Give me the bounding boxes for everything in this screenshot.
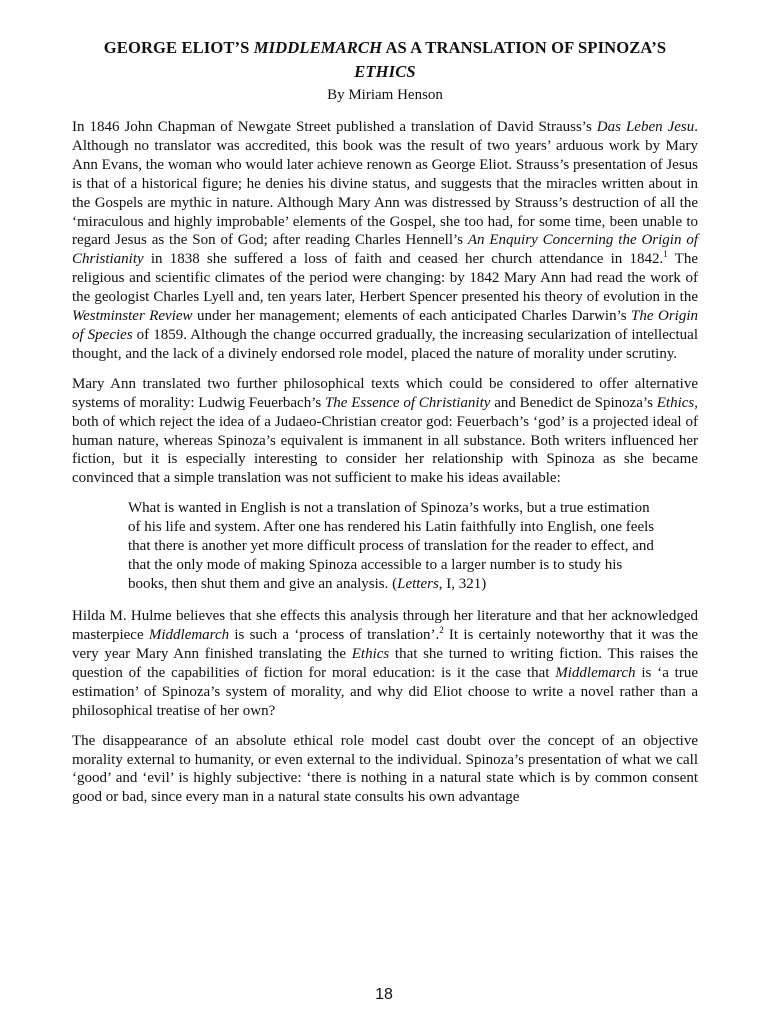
italic-text: Ethics (656, 394, 695, 411)
italic-text: The Origin of Species (72, 308, 699, 343)
italic-text: Das Leben Jesu (596, 119, 695, 135)
byline: By Miriam Henson (327, 87, 443, 103)
title-italic-middlemarch: MIDDLEMARCH (253, 38, 383, 57)
article-title (72, 36, 698, 84)
text-run: Mary Ann translated two further philosophical texts which could be considered to offer alternative systems of morality: Ludwig Feuerbach’s (72, 375, 698, 411)
text-run: of 1859. Although the change occurred gradually, the increasing secularization of intellectual thought, and the lack of a divinely endorsed role model, placed the nature of morality under scrutiny. (72, 326, 699, 362)
text-run: under her management; elements of each anticipated Charles Darwin’s (192, 308, 632, 325)
italic-text: Ethics (351, 646, 390, 663)
italic-text: Middlemarch (555, 664, 636, 681)
paragraph-1 (72, 118, 698, 364)
text-run: What is wanted in English is not a translation of Spinoza’s works, but a true estimation of his life and system. After one has rendered his Latin faithfully into English, one feels that there is another yet more difficult process of translation for the reader to effect, and that the only mode of making Spinoza accessible to a larger number is to study his books, then shut them and give an analysis. ( (128, 500, 655, 593)
paragraph-2 (72, 375, 698, 488)
text-run: and Benedict de Spinoza’s (490, 394, 657, 411)
italic-text: Middlemarch (148, 627, 230, 644)
text-run: , I, 321) (438, 576, 487, 593)
title-part: AS A TRANSLATION OF SPINOZA’S (382, 38, 667, 57)
title-part: GEORGE ELIOT’S (103, 38, 254, 57)
text-run: Hilda M. Hulme believes that she effects this analysis through her literature and that her acknowledged masterpiece (72, 608, 698, 644)
text-run: is ‘a true estimation’ of Spinoza’s system of morality, and why did Eliot choose to write a novel rather than a philosophical treatise of her own? (72, 664, 699, 719)
text-run: , both of which reject the idea of a Judaeo-Christian creator god: Feuerbach’s ‘god’ is a projected ideal of human nature, whereas Spinoza’s equivalent is immanent in all substance. Both writers influenced her fiction, but it is especially interesting to consider her relationship with Spinoza as she became convinced that a simple translation was not sufficient to make his ideas available: (72, 394, 698, 487)
text-run: The disappearance of an absolute ethical role model cast doubt over the concept of an objective morality external to humanity, or even external to the individual. Spinoza’s presentation of what we call ‘good’ and ‘evil’ is highly subjective: ‘there is nothing in a natural state which is by common consent good or bad, since every man in a natural state consults his own advantage (72, 732, 698, 806)
italic-text: Westminster Review (72, 308, 193, 325)
text-run: . Although no translator was accredited, this book was the result of two years’ arduous work by Mary Ann Evans, the woman who would later achieve renown as George Eliot. Strauss’s presentation of Jesus is that of a historical figure; he denies his divine status, and suggests that the miracles written about in the Gospels are mythic in nature. Although Mary Ann was distressed by Strauss’s destruction of all the ‘miraculous and highly improbable’ elements of the Gospel, she too had, for some time, been unable to regard Jesus as the Son of God; after reading Charles Hennell’s (72, 119, 698, 249)
text-run: in 1838 she suffered a loss of faith and ceased her church attendance in 1842. (143, 251, 664, 268)
text-run: that she turned to writing fiction. This raises the question of the capabilities of fiction for moral education: is it the case that (72, 646, 698, 681)
paragraph-3 (72, 607, 698, 720)
italic-text: An Enquiry Concerning the Origin of Christianity (72, 232, 698, 268)
text-run: In 1846 John Chapman of Newgate Street published a translation of David Strauss’s (72, 119, 597, 135)
page-content (72, 36, 698, 807)
footnote-marker: 2 (439, 625, 444, 636)
text-run: It is certainly noteworthy that it was the very year Mary Ann finished translating the (72, 627, 698, 663)
text-run: The religious and scientific climates of the period were changing: by 1842 Mary Ann had read the work of the geologist Charles Lyell and, ten years later, Herbert Spencer presented his theory of evolution in the (72, 251, 698, 306)
text-run: is such a ‘process of translation’. (229, 627, 440, 644)
paragraph-4 (72, 732, 698, 808)
footnote-marker: 1 (663, 249, 668, 260)
block-quote (72, 499, 660, 594)
title-italic-ethics: ETHICS (354, 62, 416, 81)
page-number: 18 (375, 986, 393, 1003)
italic-text: Letters (397, 576, 439, 593)
italic-text: The Essence of Christianity (324, 394, 491, 411)
